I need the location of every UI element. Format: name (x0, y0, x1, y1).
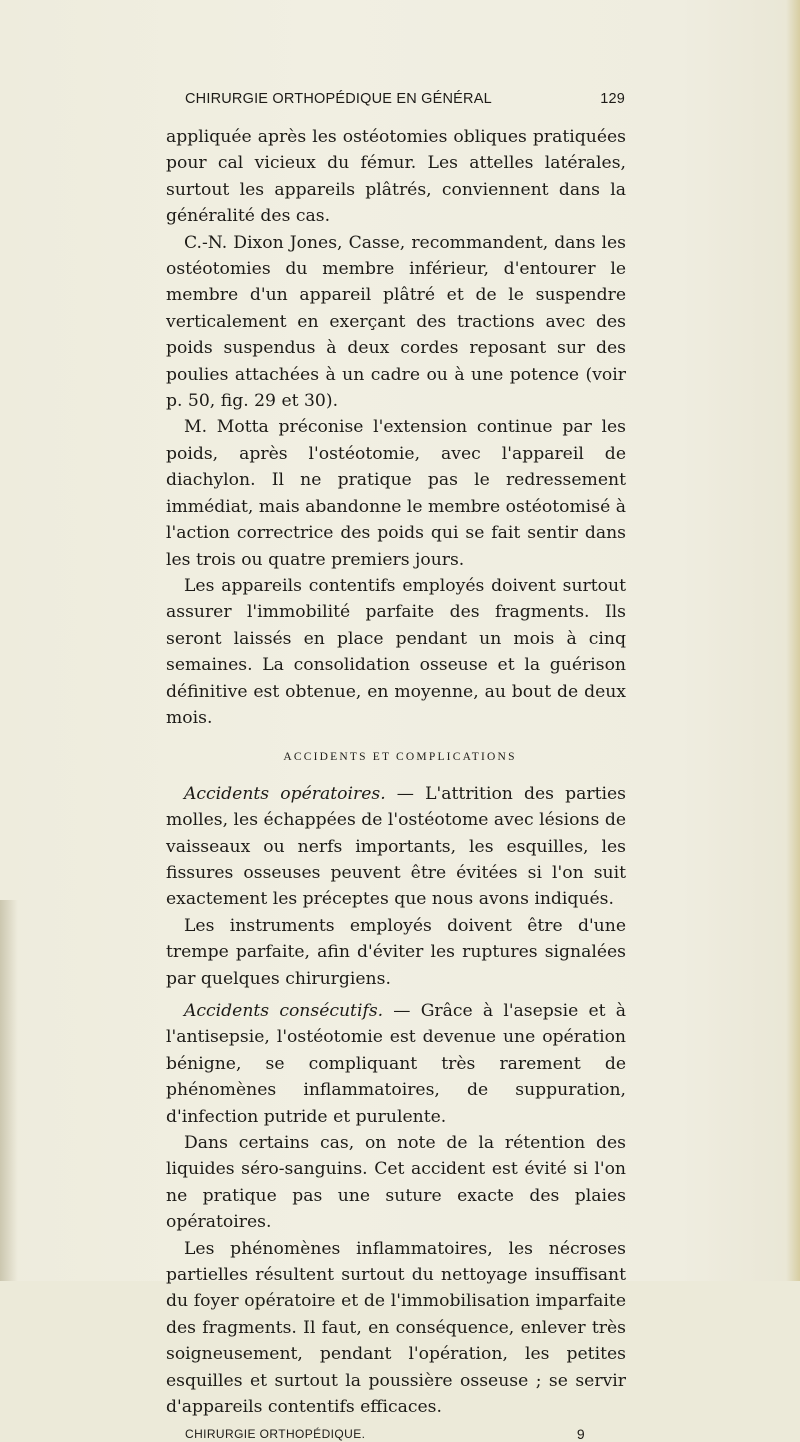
page-number: 129 (600, 91, 625, 107)
body-text (166, 124, 626, 1421)
section-heading: ACCIDENTS ET COMPLICATIONS (283, 751, 517, 764)
paragraph: Dans certains cas, on note de la rétention des liquides séro-sanguins. Cet accident est évité si l'on ne pratique pas une suture exacte des plaies opératoires. (166, 1133, 626, 1233)
page-edge-shadow-left (0, 900, 18, 1281)
page-edge-shadow (786, 0, 800, 1281)
paragraph-text: — L'attrition des parties molles, les échappées de l'ostéotome avec lésions de vaisseaux ou nerfs importants, les esquilles, les fissures osseuses peuvent être évitées si l'on suit exactement les préceptes que nous avons indiqués. (166, 783, 626, 910)
footer-signature: CHIRURGIE ORTHOPÉDIQUE. (185, 1427, 366, 1441)
paragraph-text: — Grâce à l'asepsie et à l'antisepsie, l'ostéotomie est devenue une opération bénigne, se compliquant très rarement de phénomènes inflammatoires, de suppuration, d'infection putride et purulente. (166, 1001, 626, 1127)
paragraph: M. Motta préconise l'extension continue par les poids, après l'ostéotomie, avec l'appareil de diachylon. Il ne pratique pas le redressement immédiat, mais abandonne le membre ostéotomisé à l'action correctrice des poids qui se fait sentir dans les trois ou quatre premiers jours. (166, 417, 626, 570)
footer-sheet-number: 9 (576, 1426, 585, 1442)
running-title: CHIRURGIE ORTHOPÉDIQUE EN GÉNÉRAL (185, 91, 492, 107)
paragraph (166, 998, 626, 1130)
paragraph-lead: Accidents consécutifs. (184, 1001, 384, 1021)
paragraph: Les appareils contentifs employés doivent surtout assurer l'immobilité parfaite des fragments. Ils seront laissés en place pendant un mois à cinq semaines. La consolidation osseuse et la guérison définitive est obtenue, en moyenne, au bout de deux mois. (166, 575, 626, 728)
paragraph: Les instruments employés doivent être d'une trempe parfaite, afin d'éviter les ruptures signalées par quelques chirurgiens. (166, 915, 626, 989)
paragraph: appliquée après les ostéotomies obliques pratiquées pour cal vicieux du fémur. Les attelles latérales, surtout les appareils plâtrés, conviennent dans la généralité des cas. (166, 127, 626, 227)
paragraph: Les phénomènes inflammatoires, les nécroses partielles résultent surtout du nettoyage insuffisant du foyer opératoire et de l'immobilisation imparfaite des fragments. Il faut, en conséquence, enlever très soigneusement, pendant l'opération, les petites esquilles et surtout la poussière osseuse ; se servir d'appareils contentifs efficaces. (166, 1238, 626, 1418)
paragraph: C.-N. Dixon Jones, Casse, recommandent, dans les ostéotomies du membre inférieur, d'entourer le membre d'un appareil plâtré et de le suspendre verticalement en exerçant des tractions avec des poids suspendus à deux cordes reposant sur des poulies attachées à un cadre ou à une potence (voir p. 50, fig. 29 et 30). (166, 232, 626, 412)
paragraph (166, 781, 626, 913)
paragraph-lead: Accidents opératoires. (184, 783, 386, 804)
